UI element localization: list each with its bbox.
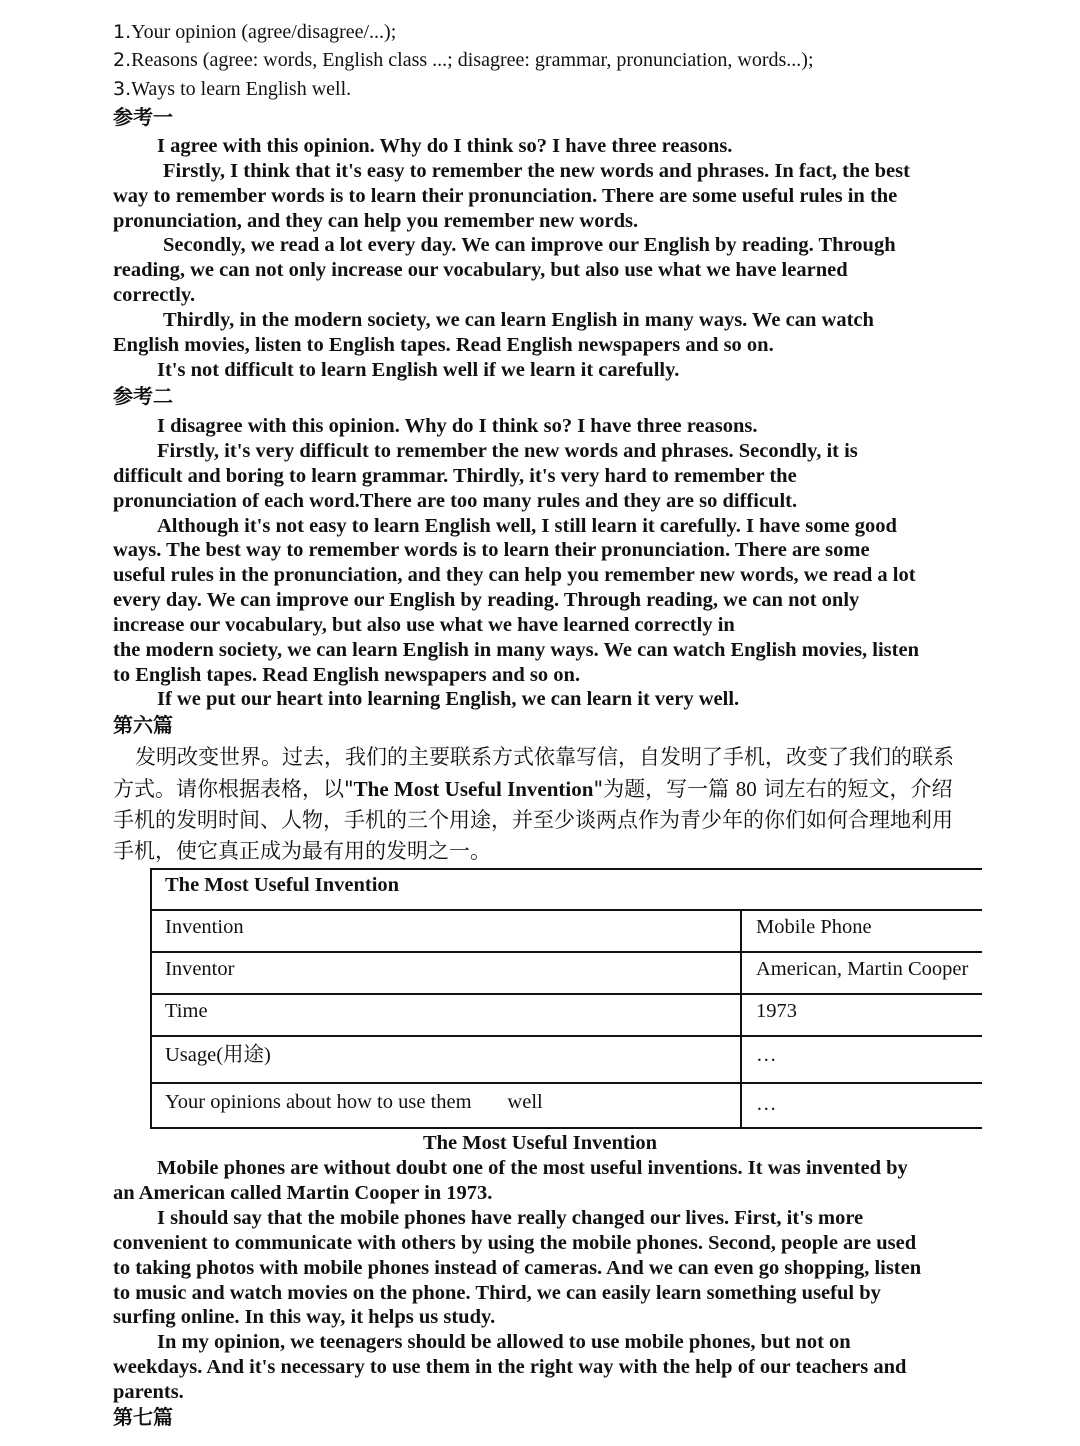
ref1-heading: 参考一 <box>113 105 173 129</box>
table-rule <box>150 909 982 911</box>
prompt-number: 1. <box>113 21 132 43</box>
ref1-line: English movies, listen to English tapes. Read English newspapers and so on. <box>113 334 774 356</box>
table-rule <box>150 1035 982 1037</box>
prompt-text: Your opinion (agree/disagree/...); <box>131 21 397 43</box>
ref1-line: Thirdly, in the modern society, we can learn English in many ways. We can watch <box>163 309 874 331</box>
section7-heading: 第七篇 <box>113 1405 173 1429</box>
ref1-line: Firstly, I think that it's easy to remember the new words and phrases. In fact, the best <box>163 160 910 182</box>
essay-line: an American called Martin Cooper in 1973. <box>113 1182 493 1204</box>
prompt-number: 2. <box>113 49 132 71</box>
ref1-line: It's not difficult to learn English well if we learn it carefully. <box>157 359 680 381</box>
ref2-line: useful rules in the pronunciation, and they can help you remember new words, we read a lot <box>113 564 916 586</box>
prompt-text: Reasons (agree: words, English class ...; disagree: grammar, pronunciation, words...); <box>131 49 814 71</box>
task-line <box>113 774 993 804</box>
table-rule <box>150 951 982 953</box>
invention-table <box>150 868 982 1129</box>
task-word-count: 80 <box>735 777 757 801</box>
table-rule <box>740 909 742 1129</box>
essay-line: In my opinion, we teenagers should be allowed to use mobile phones, but not on <box>157 1331 851 1353</box>
essay-line: I should say that the mobile phones have really changed our lives. First, it's more <box>157 1207 864 1229</box>
table-row-value: … <box>756 1044 777 1066</box>
table-row-label: Time <box>165 1000 208 1022</box>
task-text: "为题，写一篇 <box>593 777 736 801</box>
table-row-label: Your opinions about how to use them well <box>165 1091 543 1113</box>
ref1-line: reading, we can not only increase our vocabulary, but also use what we have learned <box>113 259 848 281</box>
table-title: The Most Useful Invention <box>165 874 400 896</box>
ref1-line: Secondly, we read a lot every day. We can improve our English by reading. Through <box>163 234 896 256</box>
task-text: 方式。请你根据表格，以" <box>113 777 354 801</box>
essay-line: parents. <box>113 1381 184 1403</box>
ref2-line: ways. The best way to remember words is to learn their pronunciation. There are some <box>113 539 870 561</box>
table-row-value: Mobile Phone <box>756 916 872 938</box>
table-rule <box>150 868 982 870</box>
prompt-text: Ways to learn English well. <box>131 78 352 100</box>
task-text: 词左右的短文，介绍 <box>756 777 953 801</box>
prompt-item-2 <box>113 48 993 73</box>
essay-line: Mobile phones are without doubt one of the most useful inventions. It was invented by <box>157 1157 908 1179</box>
task-line: 发明改变世界。过去，我们的主要联系方式依靠写信，自发明了手机，改变了我们的联系 <box>135 745 954 769</box>
ref2-heading: 参考二 <box>113 384 173 408</box>
ref2-line: Firstly, it's very difficult to remember the new words and phrases. Secondly, it is <box>157 440 858 462</box>
table-rule <box>150 1082 982 1084</box>
essay-line: weekdays. And it's necessary to use them in the right way with the help of our teachers and <box>113 1356 907 1378</box>
ref2-line: increase our vocabulary, but also use what we have learned correctly in <box>113 614 735 636</box>
table-row-value: … <box>756 1093 777 1115</box>
prompt-item-3 <box>113 77 993 102</box>
task-title: The Most Useful Invention <box>353 777 594 801</box>
ref1-line: pronunciation, and they can help you remember new words. <box>113 210 639 232</box>
essay-title: The Most Useful Invention <box>422 1132 658 1154</box>
table-row-label: Invention <box>165 916 244 938</box>
table-rule <box>150 1127 982 1129</box>
section6-heading: 第六篇 <box>113 713 173 737</box>
table-row-label: Inventor <box>165 958 235 980</box>
ref1-line: correctly. <box>113 284 196 306</box>
prompt-number: 3. <box>113 78 132 100</box>
ref2-line: pronunciation of each word.There are too many rules and they are so difficult. <box>113 490 798 512</box>
essay-line: to taking photos with mobile phones instead of cameras. And we can even go shopping, listen <box>113 1257 922 1279</box>
ref2-line: difficult and boring to learn grammar. Thirdly, it's very hard to remember the <box>113 465 797 487</box>
table-rule <box>150 868 152 1129</box>
ref2-line: every day. We can improve our English by reading. Through reading, we can not only <box>113 589 860 611</box>
table-row-value: 1973 <box>756 1000 797 1022</box>
ref2-line: I disagree with this opinion. Why do I think so? I have three reasons. <box>157 415 758 437</box>
table-row-value: American, Martin Cooper <box>756 958 969 980</box>
prompt-item-1 <box>113 20 993 45</box>
essay-line: surfing online. In this way, it helps us study. <box>113 1306 496 1328</box>
ref2-line: If we put our heart into learning English, we can learn it very well. <box>157 688 740 710</box>
ref1-line: way to remember words is to learn their pronunciation. There are some useful rules in the <box>113 185 898 207</box>
table-row-label: Usage(用途) <box>165 1044 271 1066</box>
essay-line: to music and watch movies on the phone. Third, we can easily learn something useful by <box>113 1282 881 1304</box>
essay-line: convenient to communicate with others by using the mobile phones. Second, people are used <box>113 1232 917 1254</box>
table-rule <box>150 993 982 995</box>
ref2-line: the modern society, we can learn English in many ways. We can watch English movies, listen <box>113 639 919 661</box>
task-line: 手机，使它真正成为最有用的发明之一。 <box>113 839 491 863</box>
ref1-line: I agree with this opinion. Why do I think so? I have three reasons. <box>157 135 733 157</box>
task-line: 手机的发明时间、人物，手机的三个用途，并至少谈两点作为青少年的你们如何合理地利用 <box>113 808 953 832</box>
ref2-line: Although it's not easy to learn English well, I still learn it carefully. I have some good <box>157 515 897 537</box>
ref2-line: to English tapes. Read English newspapers and so on. <box>113 664 581 686</box>
